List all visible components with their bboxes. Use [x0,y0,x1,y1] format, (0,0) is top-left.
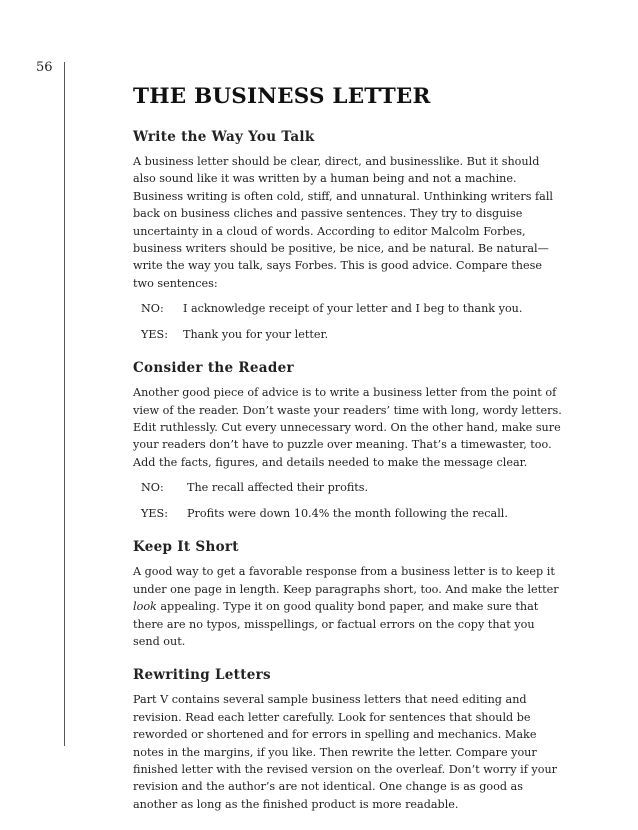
section-write-the-way-you-talk [133,129,563,343]
example-tag: NO: [141,481,164,495]
example-no [141,300,563,317]
example-no [141,479,563,496]
example-text: Profits were down 10.4% the month following the recall. [187,507,508,521]
section-keep-it-short [133,539,563,650]
margin-rule [64,62,65,746]
page-content [133,84,563,830]
section-paragraph: Part V contains several sample business letters that need editing and revision. Read each letter carefully. Look for sentences that should be reworded or shortened and for errors in spelling and mechanics. Make notes in the margins, if you like. Then rewrite the letter. Compare your finished letter with the revised version on the overleaf. Don’t worry if your revision and the author’s are not identical. One change is as good as another as long as the finished product is more readable. [133,693,557,811]
example-text: Thank you for your letter. [183,328,329,342]
example-tag: YES: [141,507,168,521]
paragraph-text: A good way to get a favorable response from a business letter is to keep it under one page in length. Keep paragraphs short, too. And make the letter [133,565,559,596]
page-title: THE BUSINESS LETTER [133,84,431,109]
emphasis-text: look [133,600,157,614]
section-heading: Consider the Reader [133,360,294,377]
example-yes [141,326,563,343]
example-tag: YES: [141,328,168,342]
section-rewriting-letters [133,667,563,813]
section-consider-the-reader [133,360,563,522]
paragraph-text: appealing. Type it on good quality bond paper, and make sure that there are no typos, misspellings, or factual errors on the copy that you send out. [133,600,539,648]
section-paragraph: Another good piece of advice is to write a business letter from the point of view of the reader. Don’t waste your readers’ time with long, wordy letters. Edit ruthlessly. Cut every unnecessary word. On the other hand, make sure your readers don’t have to puzzle over meaning. That’s a timewaster, too. Add the facts, figures, and details needed to make the message clear. [133,386,562,469]
example-text: I acknowledge receipt of your letter and I beg to thank you. [183,302,523,316]
example-yes [141,505,563,522]
section-heading: Write the Way You Talk [133,129,315,145]
page-number: 56 [36,60,53,75]
example-tag: NO: [141,302,164,316]
section-paragraph: A business letter should be clear, direct, and businesslike. But it should also sound like it was written by a human being and not a machine. Business writing is often cold, stiff, and unnatural. Unthinking writers fall back on business cliches and passive sentences. They try to disguise uncertainty in a cloud of words. According to editor Malcolm Forbes, business writers should be positive, be nice, and be natural. Be natural—write the way you talk, says Forbes. This is good advice. Compare these two sentences: [133,155,553,290]
section-paragraph [133,563,563,650]
section-heading: Keep It Short [133,539,239,556]
example-text: The recall affected their profits. [187,481,369,495]
section-heading: Rewriting Letters [133,667,271,684]
